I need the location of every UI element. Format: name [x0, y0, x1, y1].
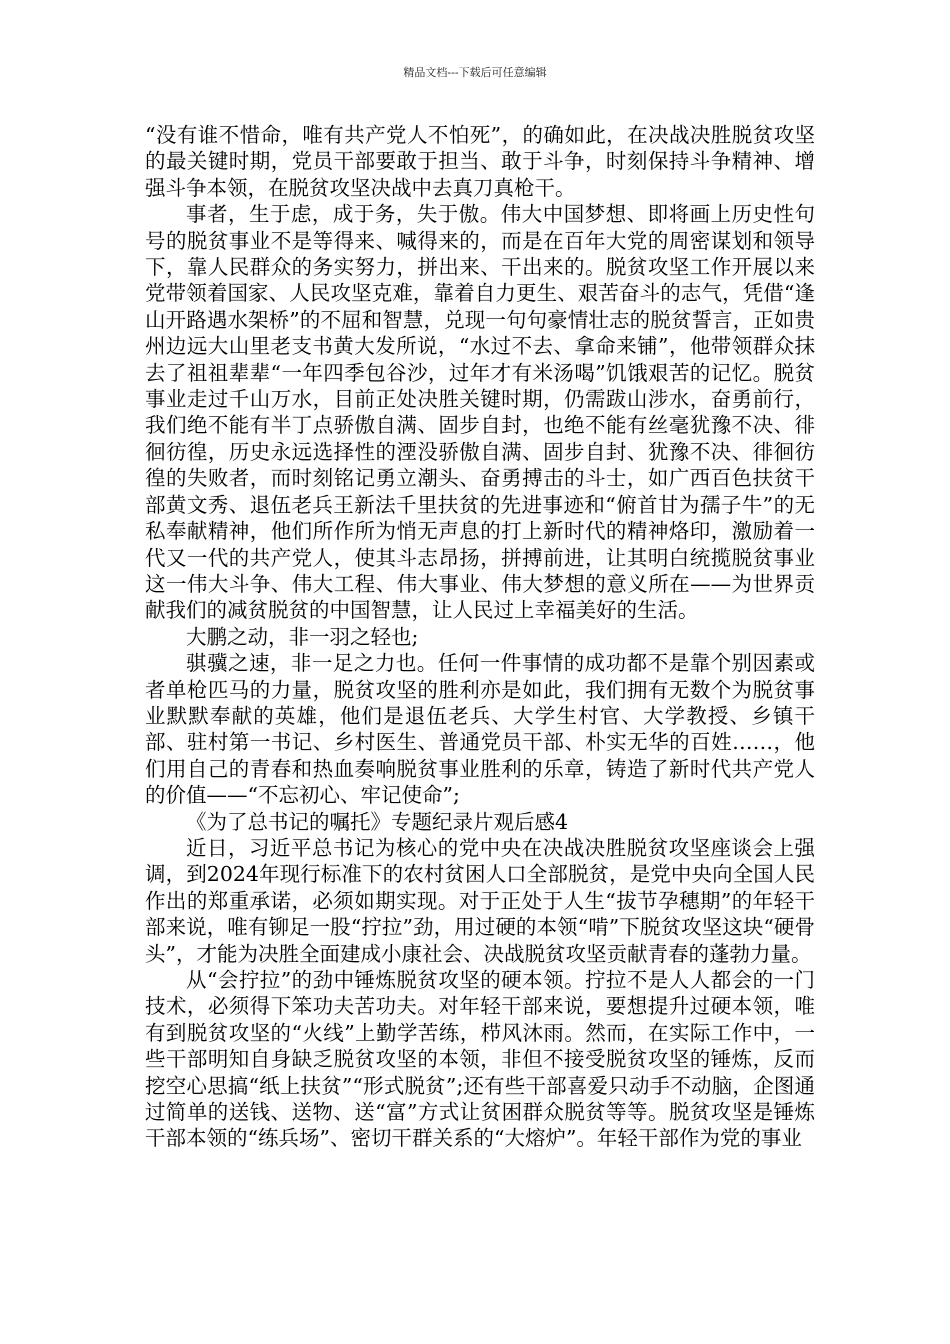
paragraph-5: 近日，习近平总书记为核心的党中央在决战决胜脱贫攻坚座谈会上强调，到2024年现行标准下的农村贫困人口全部脱贫，是党中央向全国人民作出的郑重承诺，必须如期实现。对于正处于人生“拔节孕穗期”的年轻干部来说，唯有铆足一股“拧拉”劲，用过硬的本领“啃”下脱贫攻坚这块“硬骨头”，才能为决胜全面建成小康社会、决战脱贫攻坚贡献青春的蓬勃力量。	[145, 835, 815, 966]
paragraph-6: 从“会拧拉”的劲中锤炼脱贫攻坚的硬本领。拧拉不是人人都会的一门技术，必须得下笨功夫苦功夫。对年轻干部来说，要想提升过硬本领，唯有到脱贫攻坚的“火线”上勤学苦练，栉风沐雨。然而，在实际工作中，一些干部明知自身缺乏脱贫攻坚的本领，非但不接受脱贫攻坚的锤炼，反而挖空心思搞“纸上扶贫”“形式脱贫”;还有些干部喜爱只动手不动脑，企图通过简单的送钱、送物、送“富”方式让贫困群众脱贫等等。脱贫攻坚是锤炼干部本领的“练兵场”、密切干群关系的“大熔炉”。年轻干部作为党的事业	[145, 968, 815, 1151]
paragraph-2: 事者，生于虑，成于务，失于傲。伟大中国梦想、即将画上历史性句号的脱贫事业不是等得来、喊得来的，而是在百年大党的周密谋划和领导下，靠人民群众的务实努力，拼出来、干出来的。脱贫攻坚工作开展以来党带领着国家、人民攻坚克难，靠着自力更生、艰苦奋斗的志气，凭借“逢山开路遇水架桥”的不屈和智慧，兑现一句句豪情壮志的脱贫誓言，正如贵州边远大山里老支书黄大发所说，“水过不去、拿命来铺”，他带领群众抹去了祖祖辈辈“一年四季包谷沙，过年才有米汤喝”饥饿艰苦的记忆。脱贫事业走过千山万水，目前正处决胜关键时期，仍需跋山涉水，奋勇前行，我们绝不能有半丁点骄傲自满、固步自封，也绝不能有丝毫犹豫不决、徘徊彷徨，历史永远选择性的湮没骄傲自满、固步自封、犹豫不决、徘徊彷徨的失败者，而时刻铭记勇立潮头、奋勇搏击的斗士，如广西百色扶贫干部黄文秀、退伍老兵王新法千里扶贫的先进事迹和“俯首甘为孺子牛”的无私奉献精神，他们所作所为悄无声息的打上新时代的精神烙印，激励着一代又一代的共产党人，使其斗志昂扬，拼搏前进，让其明白统揽脱贫事业这一伟大斗争、伟大工程、伟大事业、伟大梦想的意义所在——为世界贡献我们的减贫脱贫的中国智慧，让人民过上幸福美好的生活。	[145, 202, 815, 623]
document-body	[145, 122, 815, 1152]
section-heading: 《为了总书记的嘱托》专题纪录片观后感4	[186, 809, 569, 834]
page-header: 精品文档---下载后可任意编辑	[403, 66, 547, 79]
paragraph-1: “没有谁不惜命，唯有共产党人不怕死”，的确如此，在决战决胜脱贫攻坚的最关键时期，党员干部要敢于担当、敢于斗争，时刻保持斗争精神、增强斗争本领，在脱贫攻坚决战中去真刀真枪干。	[145, 123, 815, 200]
paragraph-4: 骐骥之速，非一足之力也。任何一件事情的成功都不是靠个别因素或者单枪匹马的力量，脱贫攻坚的胜利亦是如此，我们拥有无数个为脱贫事业默默奉献的英雄，他们是退伍老兵、大学生村官、大学教授、乡镇干部、驻村第一书记、乡村医生、普通党员干部、朴实无华的百姓……，他们用自己的青春和热血奏响脱贫事业胜利的乐章，铸造了新时代共产党人的价值——“不忘初心、牢记使命”;	[145, 651, 815, 808]
paragraph-3: 大鹏之动，非一羽之轻也;	[186, 624, 419, 649]
